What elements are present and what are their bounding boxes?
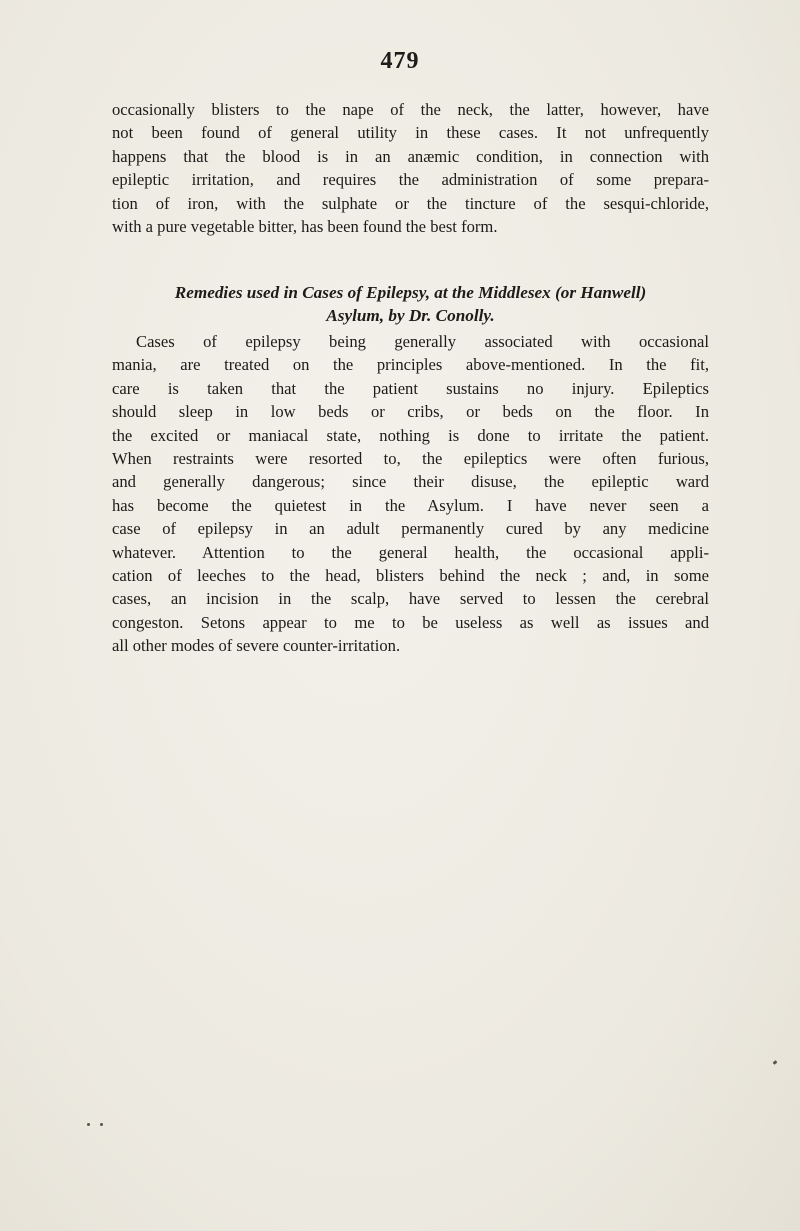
heading-line: Asylum, by Dr. Conolly. bbox=[326, 306, 495, 325]
ink-speck bbox=[773, 1060, 778, 1065]
ink-speck bbox=[87, 1123, 90, 1126]
paragraph-line: whatever. Attention to the general health, the occasional appli- bbox=[112, 542, 709, 562]
paragraph-2 bbox=[112, 330, 709, 658]
paragraph-line: not been found of general utility in these cases. It not unfrequently bbox=[112, 123, 709, 143]
paragraph-line: case of epilepsy in an adult permanently cured by any medicine bbox=[112, 519, 709, 539]
heading-line: Remedies used in Cases of Epilepsy, at the Middlesex (or Hanwell) bbox=[174, 283, 647, 302]
paragraph-line: When restraints were resorted to, the epileptics were often furious, bbox=[112, 449, 709, 469]
paragraph-line: care is taken that the patient sustains no injury. Epileptics bbox=[112, 378, 709, 398]
paragraph-line: occasionally blisters to the nape of the neck, the latter, however, have bbox=[112, 100, 709, 119]
paragraph-line: and generally dangerous; since their disuse, the epileptic ward bbox=[112, 472, 709, 492]
paragraph-line: cation of leeches to the head, blisters behind the neck ; and, in some bbox=[112, 566, 709, 586]
paragraph-line: should sleep in low beds or cribs, or beds on the floor. In bbox=[112, 402, 709, 422]
ink-speck bbox=[100, 1123, 103, 1126]
paragraph-line: has become the quietest in the Asylum. I have never seen a bbox=[112, 495, 709, 515]
paragraph-line: tion of iron, with the sulphate or the tincture of the sesqui-chloride, bbox=[112, 193, 709, 213]
paragraph-line: the excited or maniacal state, nothing is done to irritate the patient. bbox=[112, 425, 709, 445]
paragraph-line: mania, are treated on the principles above-mentioned. In the fit, bbox=[112, 355, 709, 375]
paragraph-line: cases, an incision in the scalp, have served to lessen the cerebral bbox=[112, 589, 709, 609]
paragraph-1 bbox=[112, 98, 709, 238]
paragraph-line: with a pure vegetable bitter, has been found the best form. bbox=[112, 217, 498, 237]
page-number: 479 bbox=[380, 48, 420, 74]
paragraph-line: epileptic irritation, and requires the administration of some prepara- bbox=[112, 170, 709, 190]
section-heading bbox=[112, 281, 709, 327]
paragraph-line: congeston. Setons appear to me to be useless as well as issues and bbox=[112, 612, 709, 632]
paragraph-line: happens that the blood is in an anæmic condition, in connection with bbox=[112, 146, 709, 166]
paragraph-line: all other modes of severe counter-irritation. bbox=[112, 636, 401, 656]
paragraph-line: Cases of epilepsy being generally associated with occasional bbox=[136, 332, 709, 351]
